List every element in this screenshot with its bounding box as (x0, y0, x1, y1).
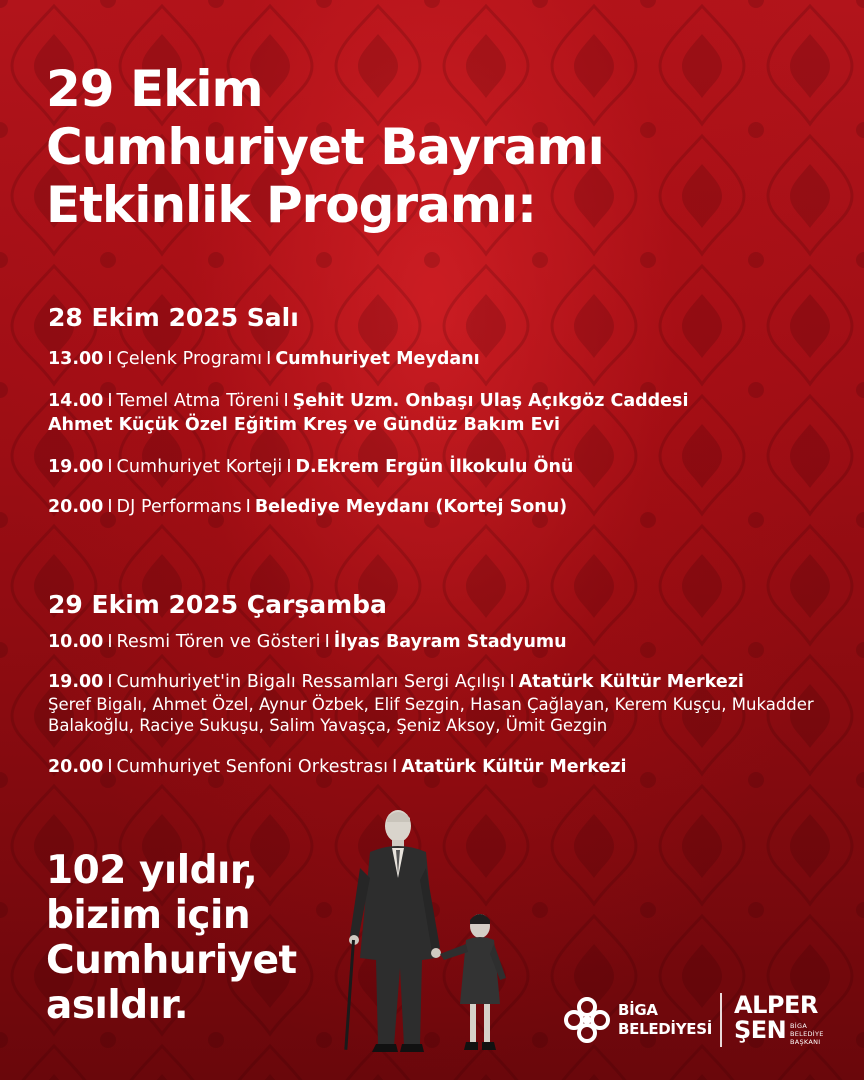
event-place: Atatürk Kültür Merkezi (518, 672, 744, 692)
event-name: Cumhuriyet Senfoni Orkestrası (116, 757, 389, 777)
slogan-line: bizim için (46, 893, 251, 938)
title-line: 29 Ekim (46, 60, 263, 118)
mayor-name-line: ALPER (734, 991, 818, 1019)
mayor-title-line: BİGA (790, 1022, 808, 1030)
separator: I (324, 632, 330, 652)
logo-text-line: BELEDİYESİ (618, 1020, 713, 1038)
event-item (48, 670, 828, 736)
event-time: 19.00 (48, 672, 104, 692)
artist-list: Şeref Bigalı, Ahmet Özel, Aynur Özbek, Elif Sezgin, Hasan Çağlayan, Kerem Kuşçu, Mukadder Balakoğlu, Raciye Sukuşu, Salim Yavaşça, Şeniz Aksoy, Ümit Gezgin (48, 695, 814, 735)
event-place: İlyas Bayram Stadyumu (333, 632, 567, 652)
event-place: D.Ekrem Ergün İlkokulu Önü (295, 457, 574, 477)
event-name: DJ Performans (116, 497, 242, 517)
separator: I (107, 672, 113, 692)
event-place: Belediye Meydanı (Kortej Sonu) (254, 497, 568, 517)
event-place: Atatürk Kültür Merkezi (401, 757, 627, 777)
footer-logos (562, 993, 842, 1049)
event-place: Şehit Uzm. Onbaşı Ulaş Açıkgöz Caddesi (292, 391, 689, 411)
historic-photo-figures (340, 808, 530, 1070)
title-line: Cumhuriyet Bayramı (46, 118, 604, 176)
event-time: 20.00 (48, 497, 104, 517)
event-item (48, 347, 480, 371)
event-item (48, 630, 567, 654)
separator: I (107, 457, 113, 477)
separator: I (266, 349, 272, 369)
logo-divider (720, 993, 722, 1047)
day-heading-29-ekim: 29 Ekim 2025 Çarşamba (48, 590, 387, 619)
event-item (48, 755, 627, 779)
separator: I (509, 672, 515, 692)
event-time: 19.00 (48, 457, 104, 477)
separator: I (245, 497, 251, 517)
event-name: Temel Atma Töreni (116, 391, 280, 411)
biga-belediyesi-logo-icon (562, 995, 612, 1045)
separator: I (107, 391, 113, 411)
separator: I (107, 757, 113, 777)
event-name: Resmi Tören ve Gösteri (116, 632, 321, 652)
event-place-continued: Ahmet Küçük Özel Eğitim Kreş ve Gündüz Bakım Evi (48, 415, 560, 435)
title-line: Etkinlik Programı: (46, 176, 537, 234)
mayor-title (790, 1022, 824, 1046)
event-time: 14.00 (48, 391, 104, 411)
separator: I (392, 757, 398, 777)
event-name: Çelenk Programı (116, 349, 263, 369)
separator: I (107, 497, 113, 517)
logo-text-line: BİGA (618, 1001, 658, 1019)
event-place: Cumhuriyet Meydanı (275, 349, 480, 369)
municipality-name (618, 1001, 712, 1039)
event-name: Cumhuriyet'in Bigalı Ressamları Sergi Açılışı (116, 672, 506, 692)
event-time: 10.00 (48, 632, 104, 652)
event-item (48, 389, 688, 437)
event-item (48, 455, 573, 479)
slogan-line: asıldır. (46, 983, 189, 1028)
event-time: 20.00 (48, 757, 104, 777)
mayor-name-line: ŞEN (734, 1016, 787, 1044)
separator: I (107, 632, 113, 652)
page-title (46, 60, 604, 234)
separator: I (107, 349, 113, 369)
event-item (48, 495, 567, 519)
event-name: Cumhuriyet Korteji (116, 457, 283, 477)
separator: I (286, 457, 292, 477)
event-time: 13.00 (48, 349, 104, 369)
slogan (46, 848, 297, 1028)
day-heading-28-ekim: 28 Ekim 2025 Salı (48, 303, 299, 332)
separator: I (283, 391, 289, 411)
mayor-title-line: BAŞKANI (790, 1038, 821, 1046)
mayor-title-line: BELEDİYE (790, 1030, 824, 1038)
slogan-line: Cumhuriyet (46, 938, 297, 983)
slogan-line: 102 yıldır, (46, 848, 258, 893)
